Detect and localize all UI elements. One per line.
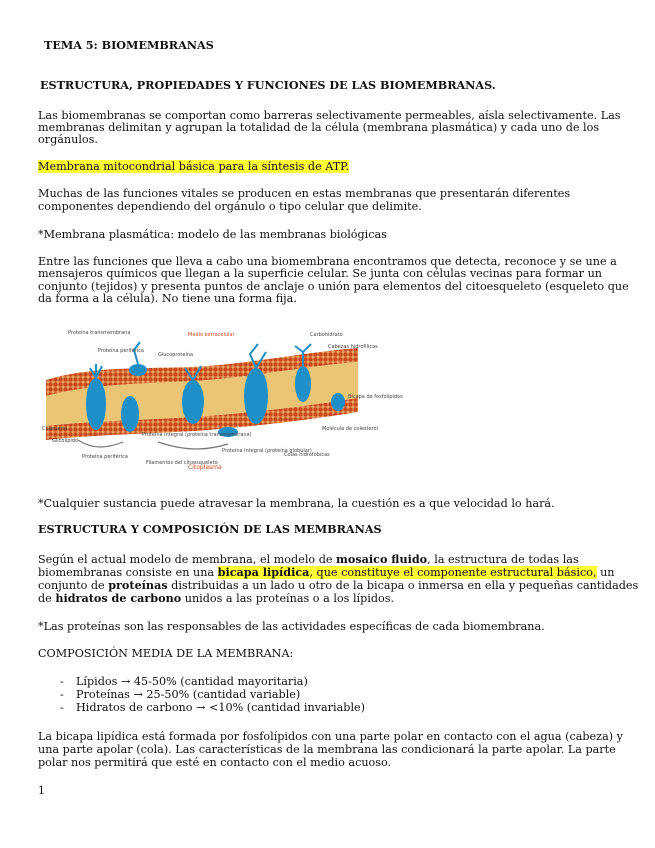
paragraph-4-line-4: de hidratos de carbono unidos a las proteínas o a los lípidos. [38,591,395,605]
paragraph-4-line-1: Según el actual modelo de membrana, el modelo de mosaico fluido, la estructura de todas las [38,552,579,566]
bullet-dash: - [60,701,64,714]
paragraph-1-line-1: Las biomembranas se comportan como barreras selectivamente permeables, aísla selectivamente. Las [38,109,621,122]
paragraph-2-line-1: Muchas de las funciones vitales se producen en estas membranas que presentarán diferentes [38,187,571,200]
label-glycoprotein: Glucoproteína [158,352,194,358]
membrane-figure [38,322,403,472]
label-glycolipid: Glicolípido [52,438,79,444]
paragraph-3-line-4: da forma a la célula). No tiene una forma fija. [38,292,297,305]
paragraph-5-line-3: polar nos permitirá que esté en contacto con el medio acuoso. [38,756,392,769]
term-carbohydrates: hidratos de carbono [55,591,182,605]
bullet-dash: - [60,688,64,701]
highlighted-line [38,160,349,173]
integral-protein-4 [244,368,268,424]
section-heading-1: ESTRUCTURA, PROPIEDADES Y FUNCIONES DE LAS BIOMEMBRANAS. [40,78,496,92]
peripheral-protein-1 [129,364,147,376]
label-integral-protein-globular: Proteína integral (proteína globular) [222,448,312,454]
highlighted-text: Membrana mitocondrial básica para la síntesis de ATP. [38,160,350,173]
note-substance-speed: *Cualquier sustancia puede atravesar la membrana, la cuestión es a que velocidad lo hará. [38,497,555,510]
composition-item-proteins: Proteínas → 25-50% (cantidad variable) [76,688,301,701]
integral-protein-2 [121,396,139,432]
label-cytoplasm: Citoplasma [188,464,222,471]
label-hydrophobic-tails: Colas hidrofóbicas [284,452,330,458]
paragraph-1-line-3: orgánulos. [38,133,98,146]
bullet-dash: - [60,675,64,688]
paragraph-5-line-1: La bicapa lipídica está formada por fosfolípidos con una parte polar en contacto con el agua (cabeza) y [38,730,623,743]
paragraph-2-line-2: componentes dependiendo del orgánulo o tipo celular que delimite. [38,200,422,213]
term-lipid-bilayer: bicapa lipídica [217,565,310,579]
integral-protein-1 [86,378,106,430]
integral-protein-5 [295,366,311,402]
doc-title: TEMA 5: BIOMEMBRANAS [44,38,214,52]
composition-item-carbohydrates: Hidratos de carbono → <10% (cantidad invariable) [76,701,366,714]
label-transmembrane-protein: Proteína transmembrana [68,330,131,336]
label-cholesterol: Colesterol [42,426,68,432]
membrane-diagram [38,322,403,472]
page-number: 1 [38,784,45,797]
integral-protein-3 [182,380,204,424]
paragraph-4-line-2: biomembranas consiste en una bicapa lipídica, que constituye el componente estructural básico, un [38,565,615,579]
composition-item-lipids: Lípidos → 45-50% (cantidad mayoritaria) [76,675,308,688]
label-hydrophilic-heads: Cabezas hidrofílicas [328,344,378,350]
label-integral-protein-transmembrane: Proteína integral (proteína transmembrana) [142,432,252,438]
label-peripheral-protein-top: Proteína periférica [98,348,144,354]
composition-heading: COMPOSICIÓN MEDIA DE LA MEMBRANA: [38,647,294,660]
paragraph-3-line-2: mensajeros químicos que llegan a la superficie celular. Se junta con células vecinas para formar un [38,267,602,280]
paragraph-4-line-3: conjunto de proteínas distribuidas a un lado u otro de la bicapa o inmersa en ella y pequeñas cantidades [38,578,639,592]
label-extracellular: Medio extracelular [188,332,235,338]
paragraph-1-line-2: membranas delimitan y agrupan la totalidad de la célula (membrana plasmática) y cada uno de los [38,121,600,134]
label-cholesterol-molecule: Molécula de colesterol [322,426,378,432]
term-fluid-mosaic: mosaico fluido [336,552,428,566]
paragraph-3-line-1: Entre las funciones que lleva a cabo una biomembrana encontramos que detecta, reconoce y se une a [38,255,617,268]
paragraph-3-line-3: conjunto (tejidos) y presenta puntos de anclaje o unión para elementos del citoesqueleto (esqueleto que [38,280,629,293]
section-heading-2: ESTRUCTURA Y COMPOSICIÓN DE LAS MEMBRANAS [38,522,382,536]
label-carbohydrate: Carbohidrato [310,332,343,338]
label-cytoskeleton: Filamentos del citoesqueleto [146,460,218,466]
paragraph-5-line-2: una parte apolar (cola). Las características de la membrana las condicionará la parte apolar. La parte [38,743,616,756]
term-proteins: proteínas [108,578,168,592]
label-peripheral-protein-bottom: Proteína periférica [82,454,128,460]
label-phospholipid-bilayer: Bicapa de fosfolípidos [348,394,403,400]
note-proteins: *Las proteínas son las responsables de las actividades específicas de cada biomembrana. [38,620,545,633]
note-plasma-membrane: *Membrana plasmática: modelo de las membranas biológicas [38,228,387,241]
peripheral-protein-3 [331,393,345,411]
